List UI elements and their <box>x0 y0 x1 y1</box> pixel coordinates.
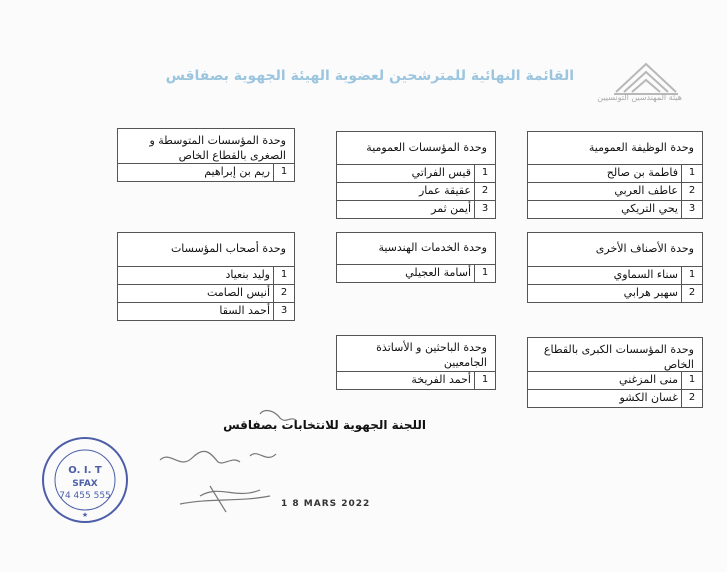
stamp-top: O. I. T <box>68 465 102 476</box>
table-row: 3 أيمن ثمر <box>336 201 496 219</box>
table-row: 2 غسان الكشو <box>527 390 703 408</box>
table-header: وحدة الوظيفة العمومية <box>527 131 703 164</box>
oit-stamp-icon <box>40 435 130 525</box>
table-row: 2 عقيقة عمار <box>336 183 496 201</box>
unit-table-other-categories <box>527 232 703 303</box>
table-header: وحدة المؤسسات المتوسطة و الصغرى بالقطاع الخاص <box>117 128 295 163</box>
table-header: وحدة الأصناف الأخرى <box>527 232 703 266</box>
logo-caption: هيئة المهندسين التونسيين <box>597 93 682 102</box>
table-row: 1 فاطمة بن صالح <box>527 165 703 183</box>
table-header: وحدة أصحاب المؤسسات <box>117 232 295 266</box>
table-row: 3 يحي التريكي <box>527 201 703 219</box>
table-row: 1 وليد بنعياد <box>117 267 295 285</box>
table-row: 1 أسامة العجيلي <box>336 265 496 283</box>
unit-table-public-institutions <box>336 131 496 219</box>
table-row: 1 أحمد الفريخة <box>336 372 496 390</box>
handwritten-signature <box>140 400 300 520</box>
stamp-middle: SFAX <box>72 479 98 489</box>
committee-name: اللجنة الجهوية للانتخابات بصفاقس <box>223 418 426 432</box>
page-title: القائمة النهائية للمترشحين لعضوية الهيئة الجهوية بصفاقس <box>165 68 574 84</box>
unit-table-researchers-professors <box>336 335 496 390</box>
table-header: وحدة الخدمات الهندسية <box>336 232 496 264</box>
table-row: 2 أنيس الصامت <box>117 285 295 303</box>
table-row: 1 قيس الفراتي <box>336 165 496 183</box>
table-row: 1 سناء السماوي <box>527 267 703 285</box>
table-row: 3 أحمد السقا <box>117 303 295 321</box>
unit-table-public-service <box>527 131 703 219</box>
table-header: وحدة المؤسسات الكبرى بالقطاع الخاص <box>527 337 703 371</box>
table-row: 2 سهير هرابي <box>527 285 703 303</box>
table-header: وحدة الباحثين و الأساتذة الجامعيين <box>336 335 496 371</box>
stamp-bottom: 74 455 555 <box>59 491 111 501</box>
table-row: 1 ريم بن إبراهيم <box>117 164 295 182</box>
date-stamp: 1 8 MARS 2022 <box>281 499 371 509</box>
unit-table-engineering-services <box>336 232 496 283</box>
svg-text:★: ★ <box>81 511 89 519</box>
unit-table-small-medium-private <box>117 128 295 182</box>
unit-table-business-owners <box>117 232 295 321</box>
table-row: 1 منى المزغني <box>527 372 703 390</box>
unit-table-large-private <box>527 337 703 408</box>
table-row: 2 عاطف العربي <box>527 183 703 201</box>
table-header: وحدة المؤسسات العمومية <box>336 131 496 164</box>
